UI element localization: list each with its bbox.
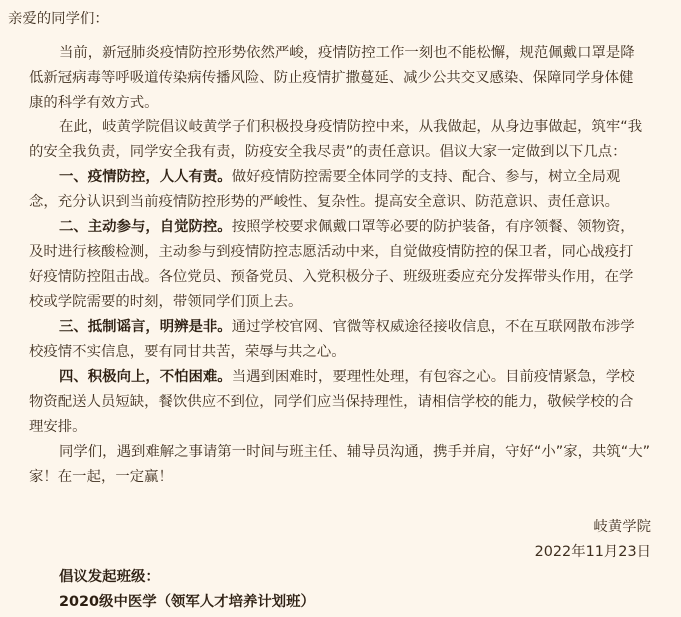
item-4-heading: 四、积极向上，不怕困难。 <box>59 369 232 385</box>
initiator-class: 2020级中医学（领军人才培养计划班） <box>59 594 315 610</box>
item-2-line-2: 及时进行核酸检测，主动参与到疫情防控志愿活动中来，自觉做疫情防控的保卫者，同心战疫打 <box>29 244 634 260</box>
paragraph-2-line-2: 的安全我负责，同学安全我有责，防疫安全我尽责”的责任意识。倡议大家一定做到以下几点： <box>29 144 627 160</box>
initiators-label: 倡议发起班级： <box>59 569 160 585</box>
item-4-line-1 <box>59 368 635 386</box>
item-2-text: 按照学校要求佩戴口罩等必要的防护装备，有序领餐、领物资， <box>231 219 635 235</box>
item-3-line-2: 校疫情不实信息，要有同甘共苦，荣辱与共之心。 <box>29 344 346 360</box>
paragraph-3-line-1: 同学们，遇到难解之事请第一时间与班主任、辅导员沟通，携手并肩，守好“小”家，共筑“大” <box>59 444 651 460</box>
item-4-line-2: 物资配送人员短缺，餐饮供应不到位，同学们应当保持理性，请相信学校的能力，敬候学校的合 <box>29 394 634 410</box>
item-4-line-3: 理安排。 <box>29 419 87 435</box>
item-3-line-1 <box>59 318 635 336</box>
item-1-line-1 <box>59 168 620 186</box>
item-2-line-4: 校或学院需要的时刻，带领同学们顶上去。 <box>29 294 303 310</box>
item-1-text: 做好疫情防控需要全体同学的支持、配合、参与，树立全局观 <box>231 169 621 185</box>
item-4-text: 当遇到困难时，要理性处理，有包容之心。目前疫情紧急，学校 <box>231 369 635 385</box>
item-2-line-3: 好疫情防控阻击战。各位党员、预备党员、入党积极分子、班级班委应充分发挥带头作用，在学 <box>29 269 634 285</box>
paragraph-2-line-1: 在此，岐黄学院倡议岐黄学子们积极投身疫情防控中来，从我做起，从身边事做起，筑牢“我 <box>59 119 643 135</box>
paragraph-1-line-1: 当前，新冠肺炎疫情防控形势依然严峻，疫情防控工作一刻也不能松懈，规范佩戴口罩是降 <box>59 45 635 61</box>
signature: 岐黄学院 <box>593 519 651 535</box>
item-2-line-1 <box>59 218 635 236</box>
paragraph-3-line-2: 家！在一起，一定赢！ <box>29 469 173 485</box>
salutation: 亲爱的同学们： <box>8 11 109 27</box>
item-1-line-2: 念，充分认识到当前疫情防控形势的严峻性、复杂性。提高安全意识、防范意识、责任意识。 <box>29 194 620 210</box>
item-3-heading: 三、抵制谣言，明辨是非。 <box>59 319 232 335</box>
paragraph-1-line-2: 低新冠病毒等呼吸道传染病传播风险、防止疫情扩撒蔓延、减少公共交叉感染、保障同学身体健 <box>29 70 634 86</box>
paragraph-1-line-3: 康的科学有效方式。 <box>29 95 159 111</box>
item-2-heading: 二、主动参与，自觉防控。 <box>59 219 232 235</box>
item-1-heading: 一、疫情防控，人人有责。 <box>59 169 232 185</box>
date: 2022年11月23日 <box>534 544 651 560</box>
item-3-text: 通过学校官网、官微等权威途径接收信息，不在互联网散布涉学 <box>231 319 635 335</box>
